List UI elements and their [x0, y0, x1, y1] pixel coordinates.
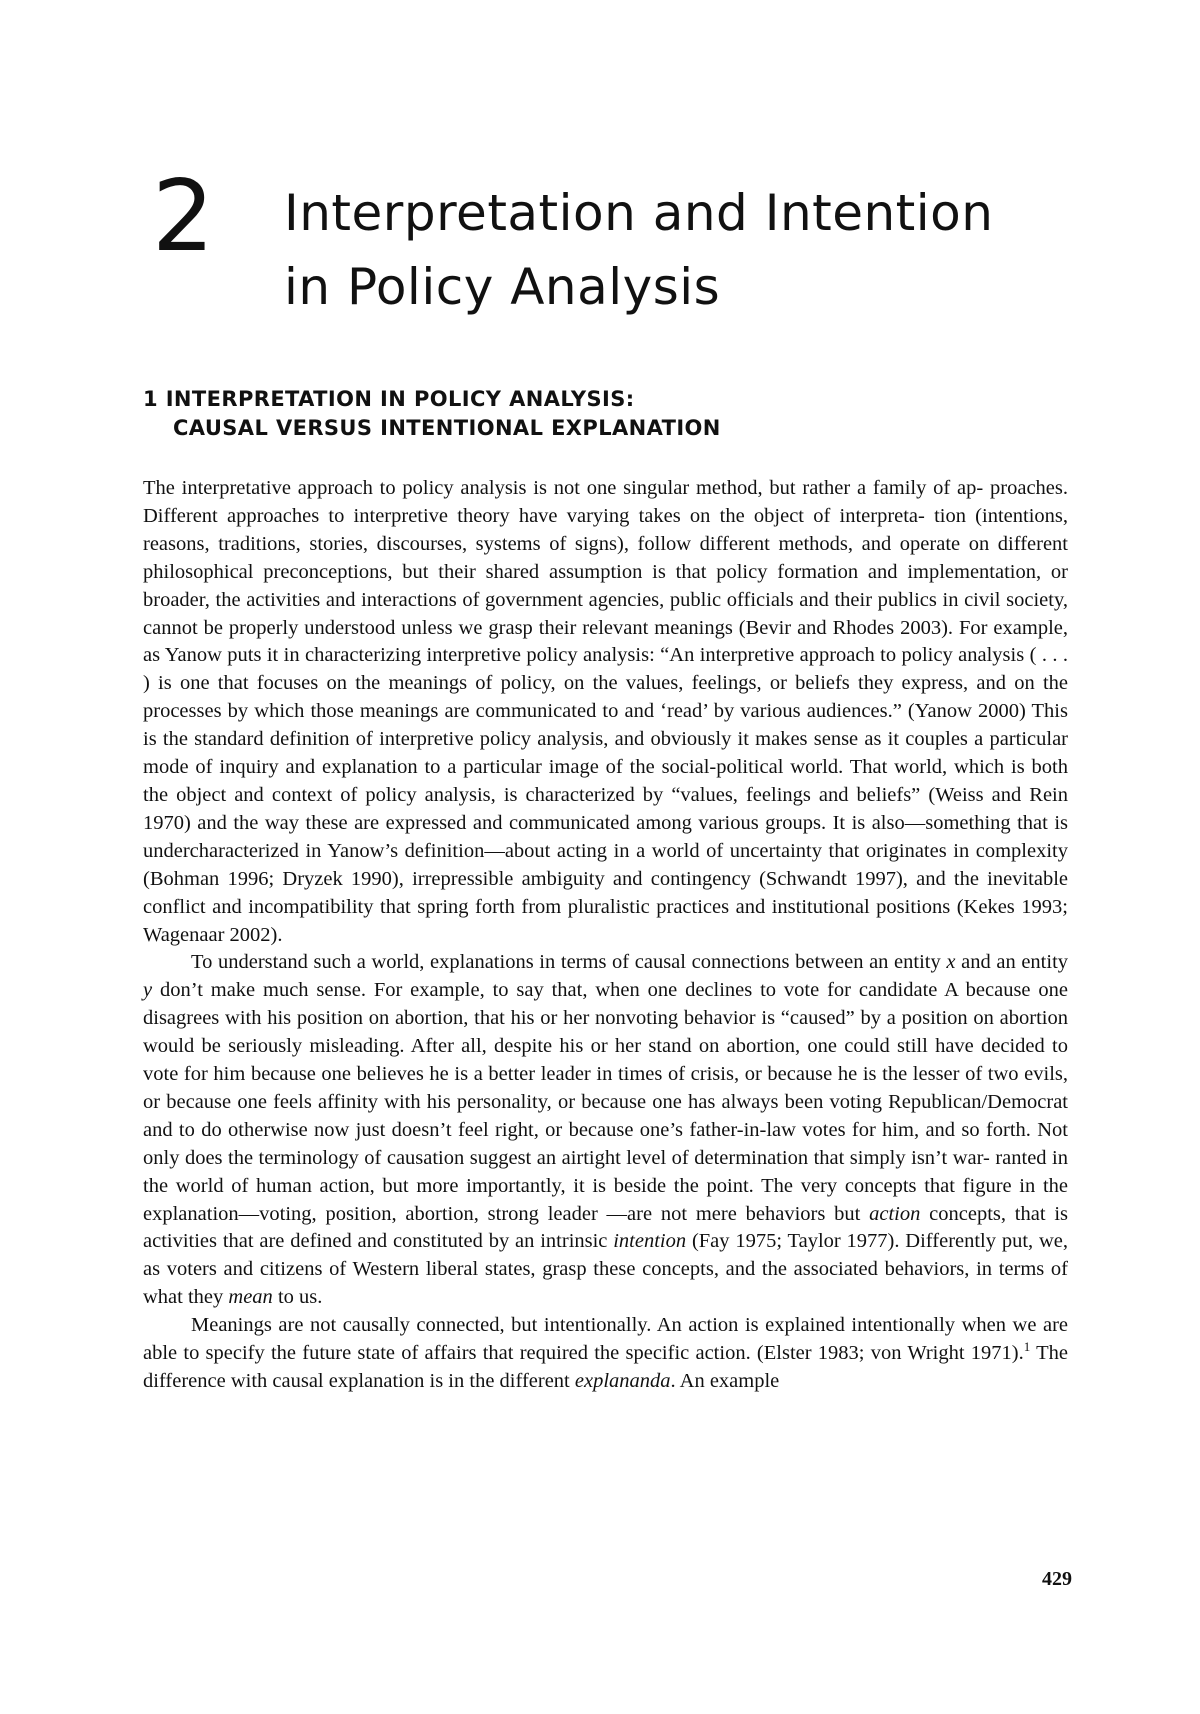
paragraph-1: The interpretative approach to policy analysis is not one singular method, but rather a family of ap- proaches. Different approaches to interpretive theory have varying takes on the object of interpreta- tion (intentions, reasons, traditions, stories, discourses, systems of signs), follow different methods, and operate on different philosophical preconceptions, but their shared assumption is that policy formation and implementation, or broader, the activities and interactions of government agencies, public officials and their publics in civil society, cannot be properly understood unless we grasp their relevant meanings (Bevir and Rhodes 2003). For example, as Yanow puts it in characterizing interpretive policy analysis: “An interpretive approach to policy analysis ( . . . ) is one that focuses on the meanings of policy, on the values, feelings, or beliefs they express, and on the processes by which those meanings are communicated to and ‘read’ by various audiences.” (Yanow 2000) This is the standard definition of interpretive policy analysis, and obviously it makes sense as it couples a particular mode of inquiry and explanation to a particular image of the social-political world. That world, which is both the object and context of policy analysis, is characterized by “values, feelings and beliefs” (Weiss and Rein 1970) and the way these are expressed and communicated among various groups. It is also—something that is undercharacterized in Yanow’s definition—about acting in a world of uncertainty that originates in complexity (Bohman 1996; Dryzek 1990), irrepressible ambiguity and contingency (Schwandt 1997), and the inevitable conflict and incompatibility that spring forth from pluralistic practices and institutional positions (Kekes 1993; Wagenaar 2002).	[143, 477, 1068, 946]
p2-text-e: (Fay 1975; Taylor 1977). Differently put, we, as voters and citizens of Western liberal states, grasp these concepts, and the associated behaviors, in terms of what they	[143, 1230, 1068, 1309]
chapter-title	[284, 176, 993, 324]
footnote-marker: 1	[1023, 1339, 1031, 1355]
section-heading-line-1: 1 INTERPRETATION IN POLICY ANALYSIS:	[143, 387, 635, 411]
p2-italic-mean: mean	[228, 1286, 273, 1309]
section-heading-line-2: CAUSAL VERSUS INTENTIONAL EXPLANATION	[173, 416, 721, 440]
p2-italic-action: action	[869, 1202, 921, 1225]
paragraph-3	[143, 1312, 1068, 1396]
page-number: 429	[1042, 1568, 1072, 1590]
chapter-number: 2	[152, 160, 215, 274]
p2-italic-x: x	[946, 951, 956, 974]
p2-text-d: concepts, that is activities that are defined and constituted by an intrinsic	[143, 1202, 1068, 1253]
p2-italic-intention: intention	[613, 1230, 687, 1253]
body-text	[143, 475, 1068, 1396]
p3-italic-explananda: explananda	[574, 1370, 671, 1392]
paragraph-2	[143, 949, 1068, 1312]
section-heading	[143, 385, 721, 443]
p3-text-a: Meanings are not causally connected, but intentionally. An action is explained intentionally when we are able to specify the future state of affairs that required the specific action. (Elster 1983; von Wright 1971).	[143, 1314, 1068, 1365]
p2-text-c: don’t make much sense. For example, to say that, when one declines to vote for candidate A because one disagrees with his position on abortion, that his or her nonvoting behavior is “caused” by a position on abortion would be seriously misleading. After all, despite his or her stand on abortion, one could still have decided to vote for him because one believes he is a better leader in times of crisis, or because he is the lesser of two evils, or because one feels affinity with his personality, or because one has always been voting Republican/Democrat and to do otherwise now just doesn’t feel right, or because one’s father-in-law votes for him, and so forth. Not only does the terminology of causation suggest an airtight level of determination that simply isn’t war- ranted in the world of human action, but more importantly, it is beside the point. The very concepts that figure in the explanation—voting, position, abortion, strong leader —are not mere behaviors but	[143, 979, 1068, 1225]
chapter-title-line-1: Interpretation and Intention	[284, 184, 994, 242]
chapter-title-line-2: in Policy Analysis	[284, 258, 721, 316]
p2-text-f: to us.	[277, 1286, 323, 1309]
p3-text-b: The difference with causal explanation is in the different	[143, 1342, 1068, 1392]
p2-text-a: To understand such a world, explanations in terms of causal connections between an entity	[191, 951, 941, 974]
p2-text-b: and an entity	[961, 951, 1069, 974]
p2-italic-y: y	[143, 979, 153, 1002]
p3-text-c: . An example	[670, 1370, 780, 1392]
